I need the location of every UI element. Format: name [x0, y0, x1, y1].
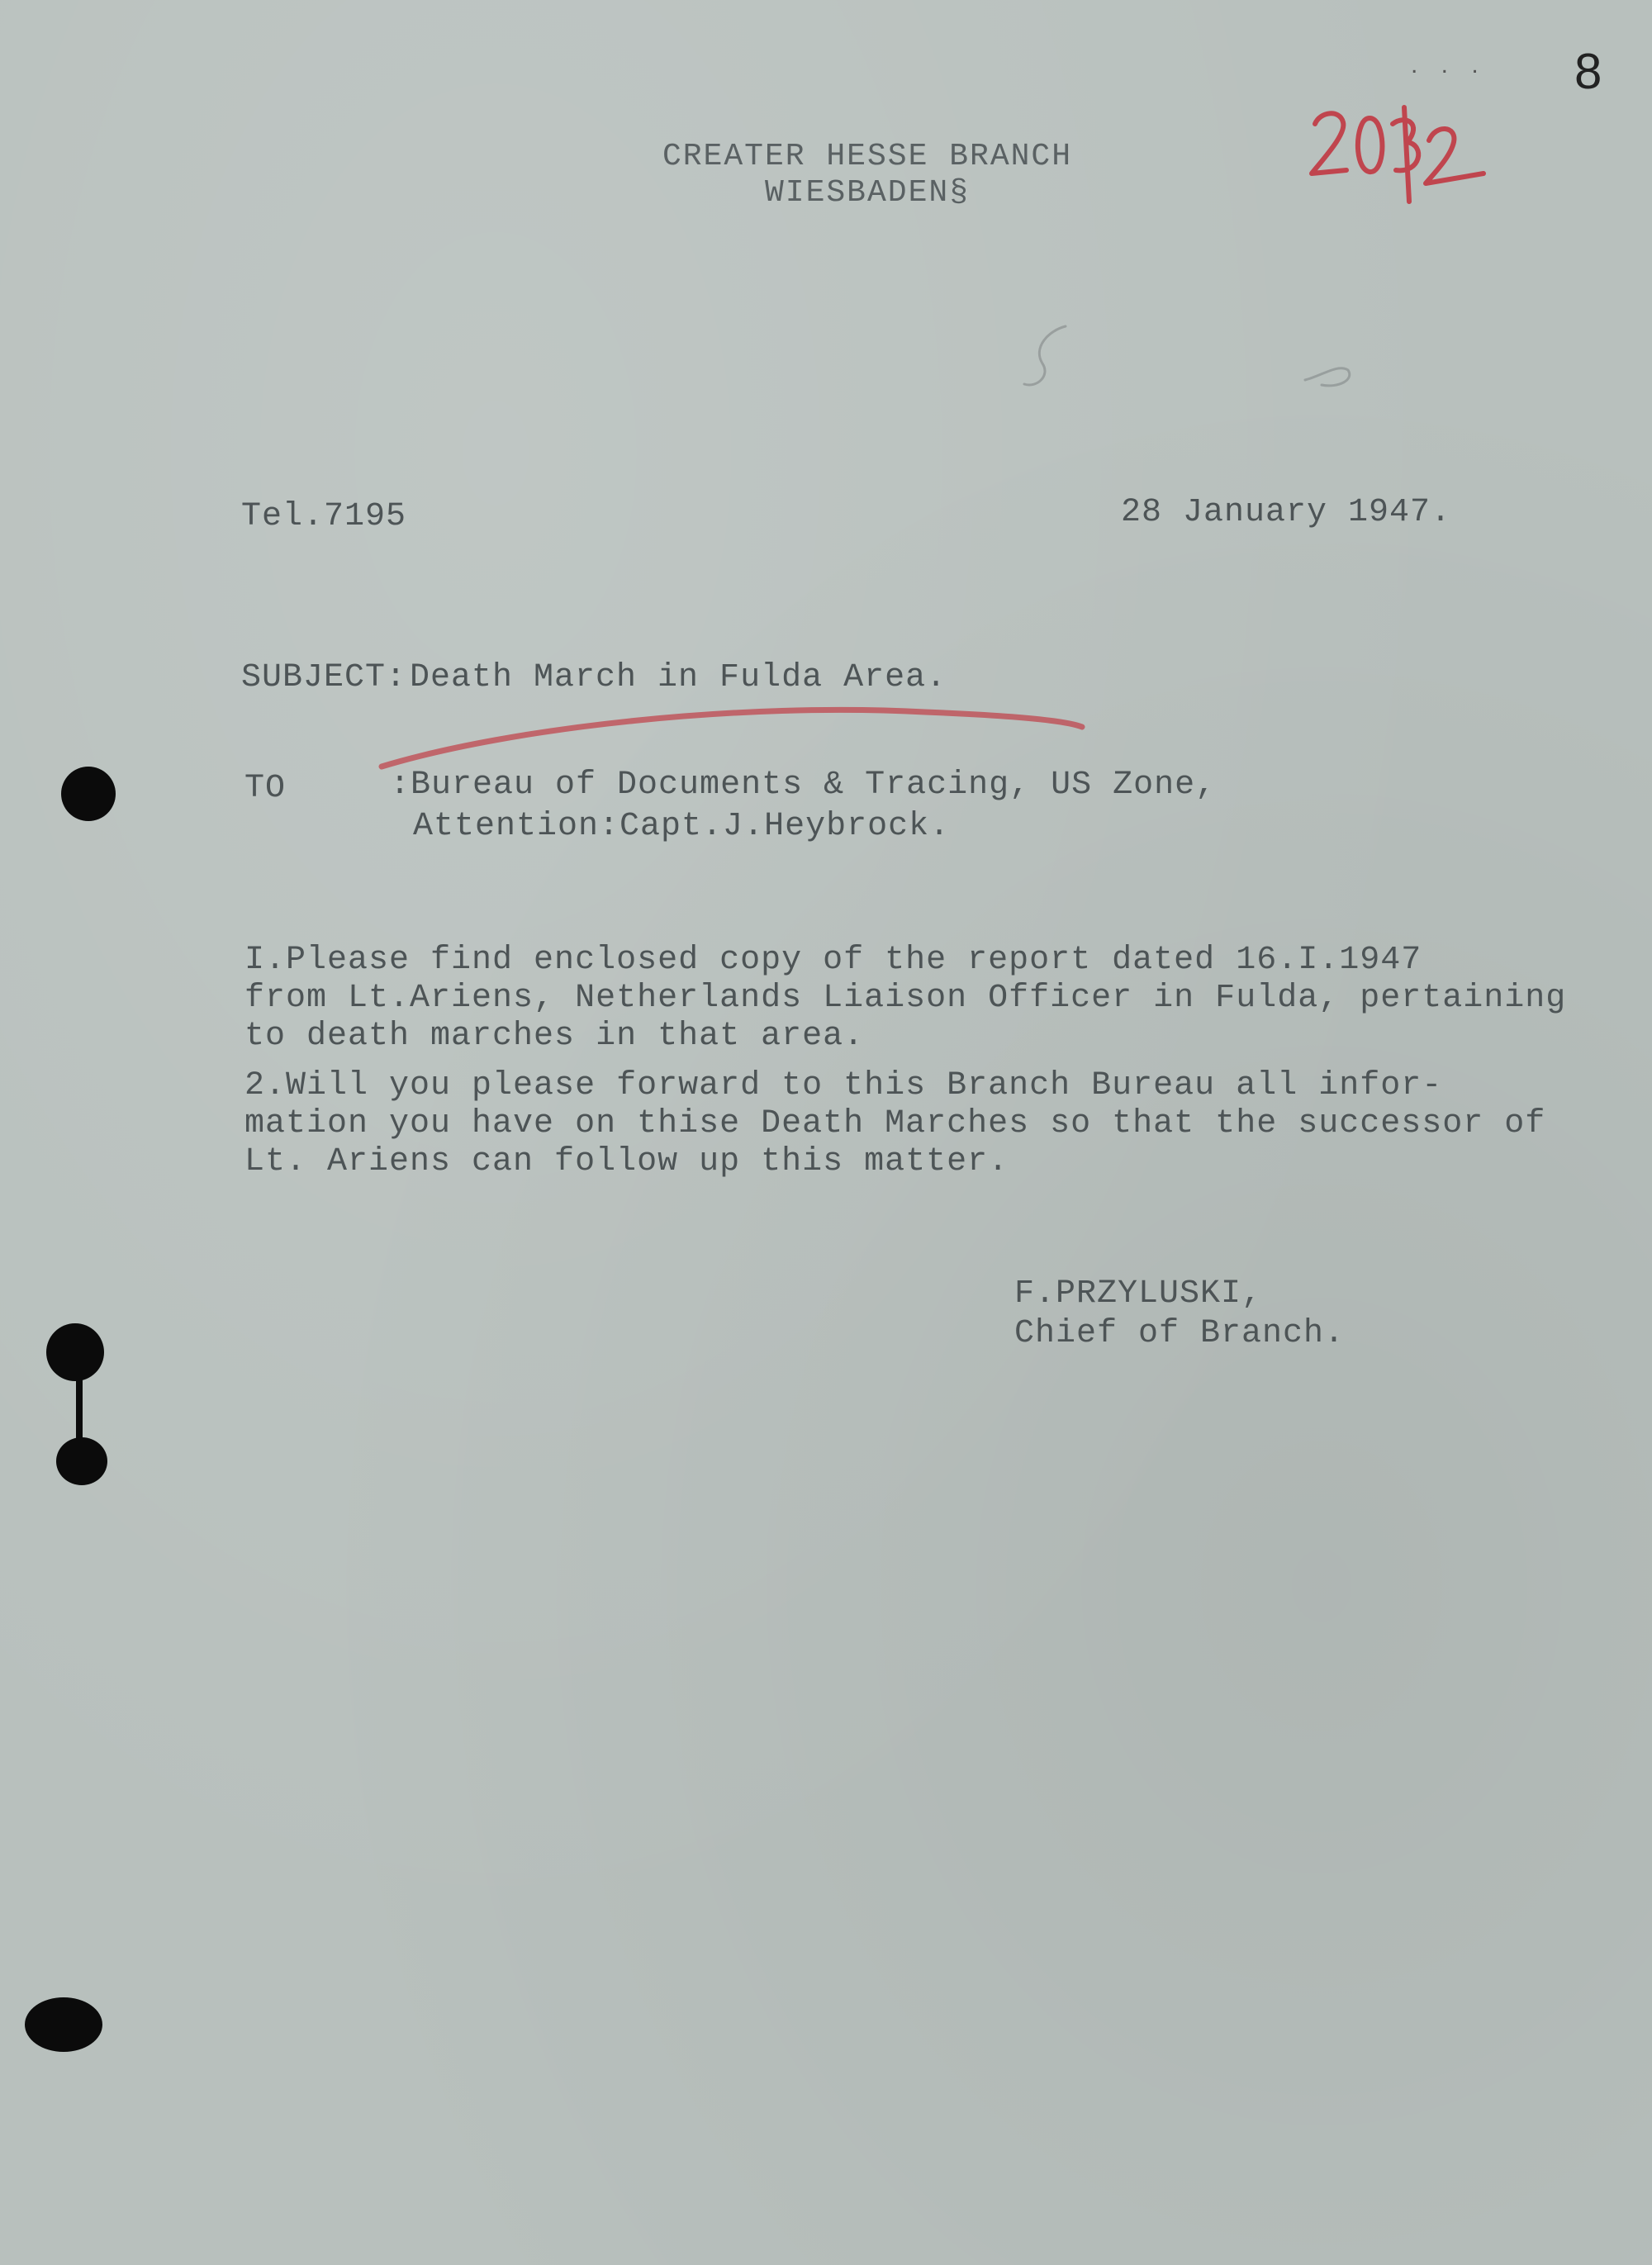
document-date: 28 January 1947.: [1121, 494, 1452, 531]
page-number: 8: [1574, 44, 1602, 99]
corner-marks: . . .: [1411, 51, 1487, 78]
recipient-line-2: Attention:Capt.J.Heybrock.: [413, 808, 951, 845]
telephone-line: Tel.7195: [241, 498, 407, 535]
subject-text: Death March in Fulda Area.: [410, 659, 947, 696]
signature-title: Chief of Branch.: [1014, 1315, 1346, 1352]
letterhead-line-2: WIESBADEN§: [764, 175, 971, 211]
signature-name: F.PRZYLUSKI,: [1014, 1275, 1263, 1313]
recipient-label: TO: [244, 770, 287, 807]
punch-hole-bottom: [25, 1997, 102, 2052]
punch-hole-middle-upper: [46, 1323, 104, 1381]
body-paragraph-1: I.Please find enclosed copy of the report dated 16.I.1947 from Lt.Ariens, Netherlands Liaison Officer in Fulda, pertaining to death marches in that area.: [244, 942, 1567, 1055]
subject-label: SUBJECT:: [241, 659, 407, 696]
recipient-line-1: :Bureau of Documents & Tracing, US Zone,: [390, 767, 1217, 804]
letterhead-line-1: CREATER HESSE BRANCH: [662, 139, 1073, 174]
body-paragraph-2: 2.Will you please forward to this Branch Bureau all infor- mation you have on thise Death Marches so that the successor of Lt. Ariens can follow up this matter.: [244, 1067, 1546, 1180]
punch-hole-top: [61, 767, 116, 821]
punch-hole-connector: [76, 1371, 83, 1446]
